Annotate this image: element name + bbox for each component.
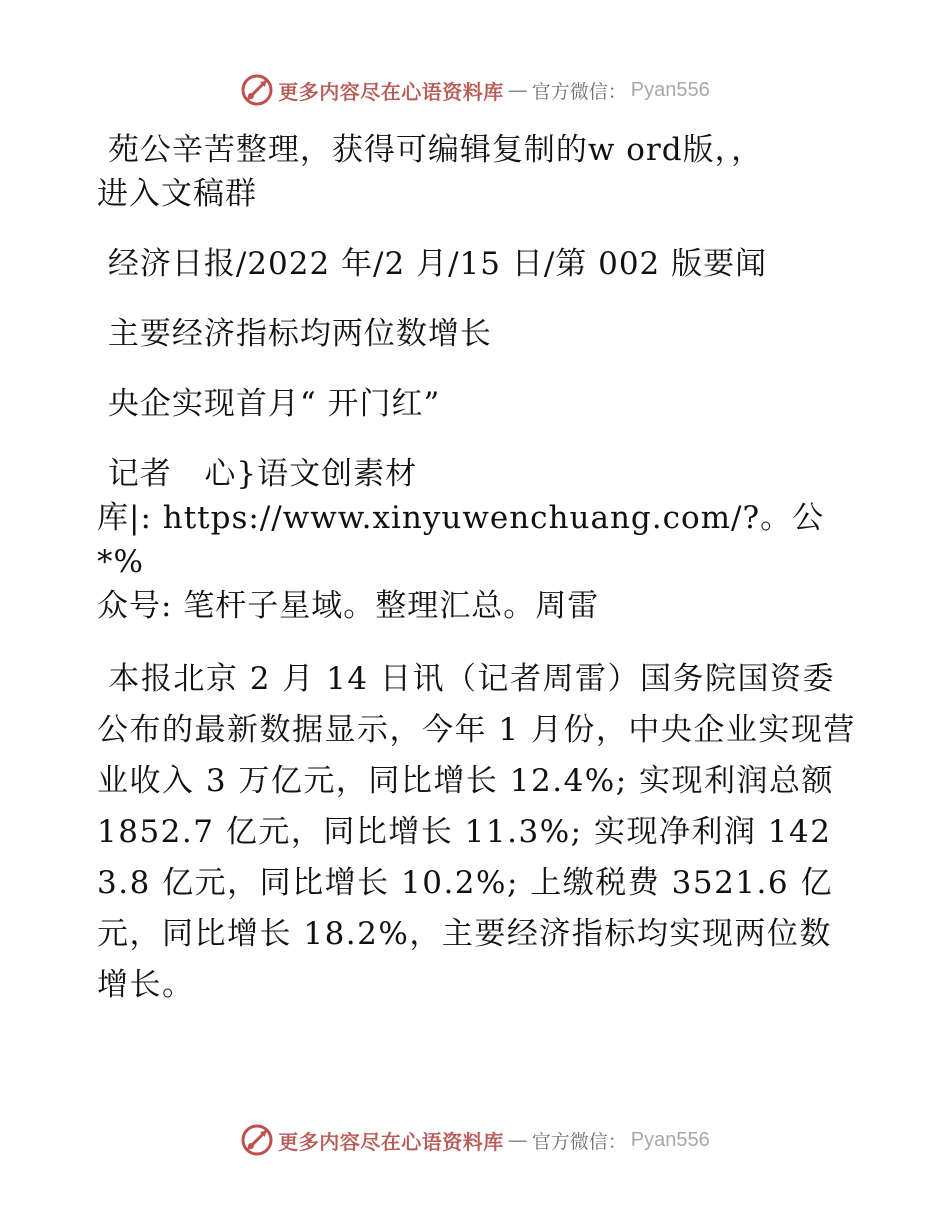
banner-wechat-label: 官方微信： <box>531 1130 627 1153</box>
footer-banner <box>0 1120 950 1160</box>
banner-separator: — <box>507 78 528 102</box>
document-body <box>97 128 857 1011</box>
banner-wechat-id: Pyan556 <box>630 78 710 101</box>
reporter-line-1: 记者 心}语文创素材 <box>97 456 418 492</box>
banner-title: 更多内容尽在心语资料库 <box>278 79 504 104</box>
header-banner <box>0 70 950 110</box>
headline-2: 央企实现首月“ 开门红” <box>97 386 441 422</box>
source-line: 经济日报/2022 年/2 月/15 日/第 002 版要闻 <box>97 246 768 282</box>
banner-separator: — <box>507 1128 528 1152</box>
headline-1: 主要经济指标均两位数增长 <box>97 316 492 352</box>
brush-logo-icon <box>240 73 274 107</box>
banner-wechat-label: 官方微信： <box>531 80 627 103</box>
intro-line-1: 苑公辛苦整理，获得可编辑复制的w ord版，， <box>97 132 764 168</box>
body-paragraph: 本报北京 2 月 14 日讯（记者周雷）国务院国资委公布的最新数据显示，今年 1 月份，中央企业实现营业收入 3 万亿元，同比增长 12.4%; 实现利润总额 1852.7 亿元，同比增长 11.3%; 实现净利润 1423.8 亿元，同比增长 10.2%; 上缴税费 3521.6 亿元，同比增长 18.2%，主要经济指标均实现两位数增长。 <box>97 661 856 1003</box>
brush-logo-icon <box>240 1123 274 1157</box>
reporter-line-2: 库|: https://www.xinyuwenchuang.com/?。公*% <box>97 500 825 580</box>
reporter-line-3: 众号: 笔杆子星域。整理汇总。周雷 <box>97 588 600 624</box>
intro-line-2: 进入文稿群 <box>97 176 257 212</box>
banner-title: 更多内容尽在心语资料库 <box>278 1129 504 1154</box>
banner-wechat-id: Pyan556 <box>630 1128 710 1151</box>
